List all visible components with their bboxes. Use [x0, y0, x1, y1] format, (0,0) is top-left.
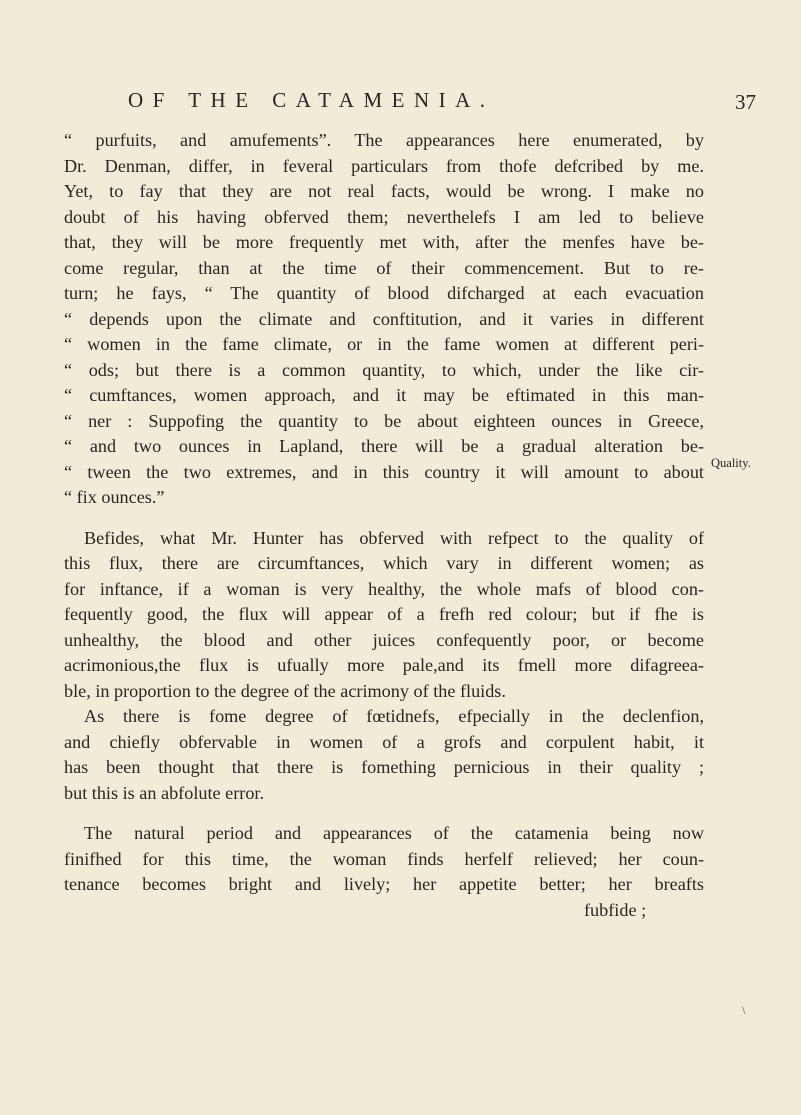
text-line: “ depends upon the climate and conftitution, and it varies in different	[64, 308, 704, 329]
text-line: “ tween the two extremes, and in this country it will amount to about	[64, 461, 704, 482]
text-line: “ ods; but there is a common quantity, to which, under the like cir-	[64, 359, 704, 380]
text-line: come regular, than at the time of their commencement. But to re-	[64, 257, 704, 278]
text-line: tenance becomes bright and lively; her appetite better; her breafts	[64, 874, 704, 894]
paragraph-1	[64, 128, 704, 511]
text-line: unhealthy, the blood and other juices confequently poor, or become	[64, 629, 704, 650]
text-line: for inftance, if a woman is very healthy, the whole mafs of blood con-	[64, 578, 704, 599]
text-line: Dr. Denman, differ, in feveral particulars from thofe defcribed by me.	[64, 155, 704, 176]
text-line: “ cumftances, women approach, and it may be eftimated in this man-	[64, 385, 704, 405]
text-line: turn; he fays, “ The quantity of blood difcharged at each evacuation	[64, 283, 704, 303]
text-line: acrimonious,the flux is ufually more pale,and its fmell more difagreea-	[64, 655, 704, 675]
text-line: “ ner : Suppofing the quantity to be about eighteen ounces in Greece,	[64, 410, 704, 431]
page-number: 37	[735, 90, 756, 114]
text-line: this flux, there are circumftances, which vary in different women; as	[64, 553, 704, 573]
text-line: but this is an abfolute error.	[64, 782, 265, 803]
text-line: “ women in the fame climate, or in the fame women at different peri-	[64, 334, 704, 354]
text-line: has been thought that there is fomething pernicious in their quality ;	[64, 757, 704, 777]
paragraph-2	[64, 526, 704, 705]
catchword: fubfide ;	[584, 899, 647, 920]
running-header	[0, 88, 801, 118]
stray-mark: \	[742, 1003, 746, 1017]
text-line: Yet, to fay that they are not real facts, would be wrong. I make no	[64, 181, 704, 201]
text-line: Befides, what Mr. Hunter has obferved with refpect to the quality of	[84, 527, 704, 548]
text-line: “ and two ounces in Lapland, there will be a gradual alteration be-	[64, 436, 704, 456]
text-line: finifhed for this time, the woman finds herfelf relieved; her coun-	[64, 848, 704, 869]
text-line: “ purfuits, and amufements”. The appearances here enumerated, by	[64, 130, 704, 150]
text-line: ble, in proportion to the degree of the acrimony of the fluids.	[64, 680, 506, 701]
paragraph-3	[64, 704, 704, 806]
body-text	[64, 128, 704, 923]
text-line: As there is fome degree of fœtidnefs, efpecially in the declenfion,	[84, 706, 704, 726]
text-line: that, they will be more frequently met with, after the menfes have be-	[64, 232, 704, 252]
text-line: doubt of his having obferved them; neverthelefs I am led to believe	[64, 206, 704, 227]
text-line: “ fix ounces.”	[64, 487, 165, 507]
text-line: and chiefly obfervable in women of a grofs and corpulent habit, it	[64, 731, 704, 752]
text-line: The natural period and appearances of the catamenia being now	[84, 823, 704, 843]
running-title: OF THE CATAMENIA.	[128, 88, 495, 112]
margin-note: Quality.	[711, 456, 751, 470]
text-line: fequently good, the flux will appear of a frefh red colour; but if fhe is	[64, 604, 704, 624]
paragraph-4	[64, 821, 704, 898]
